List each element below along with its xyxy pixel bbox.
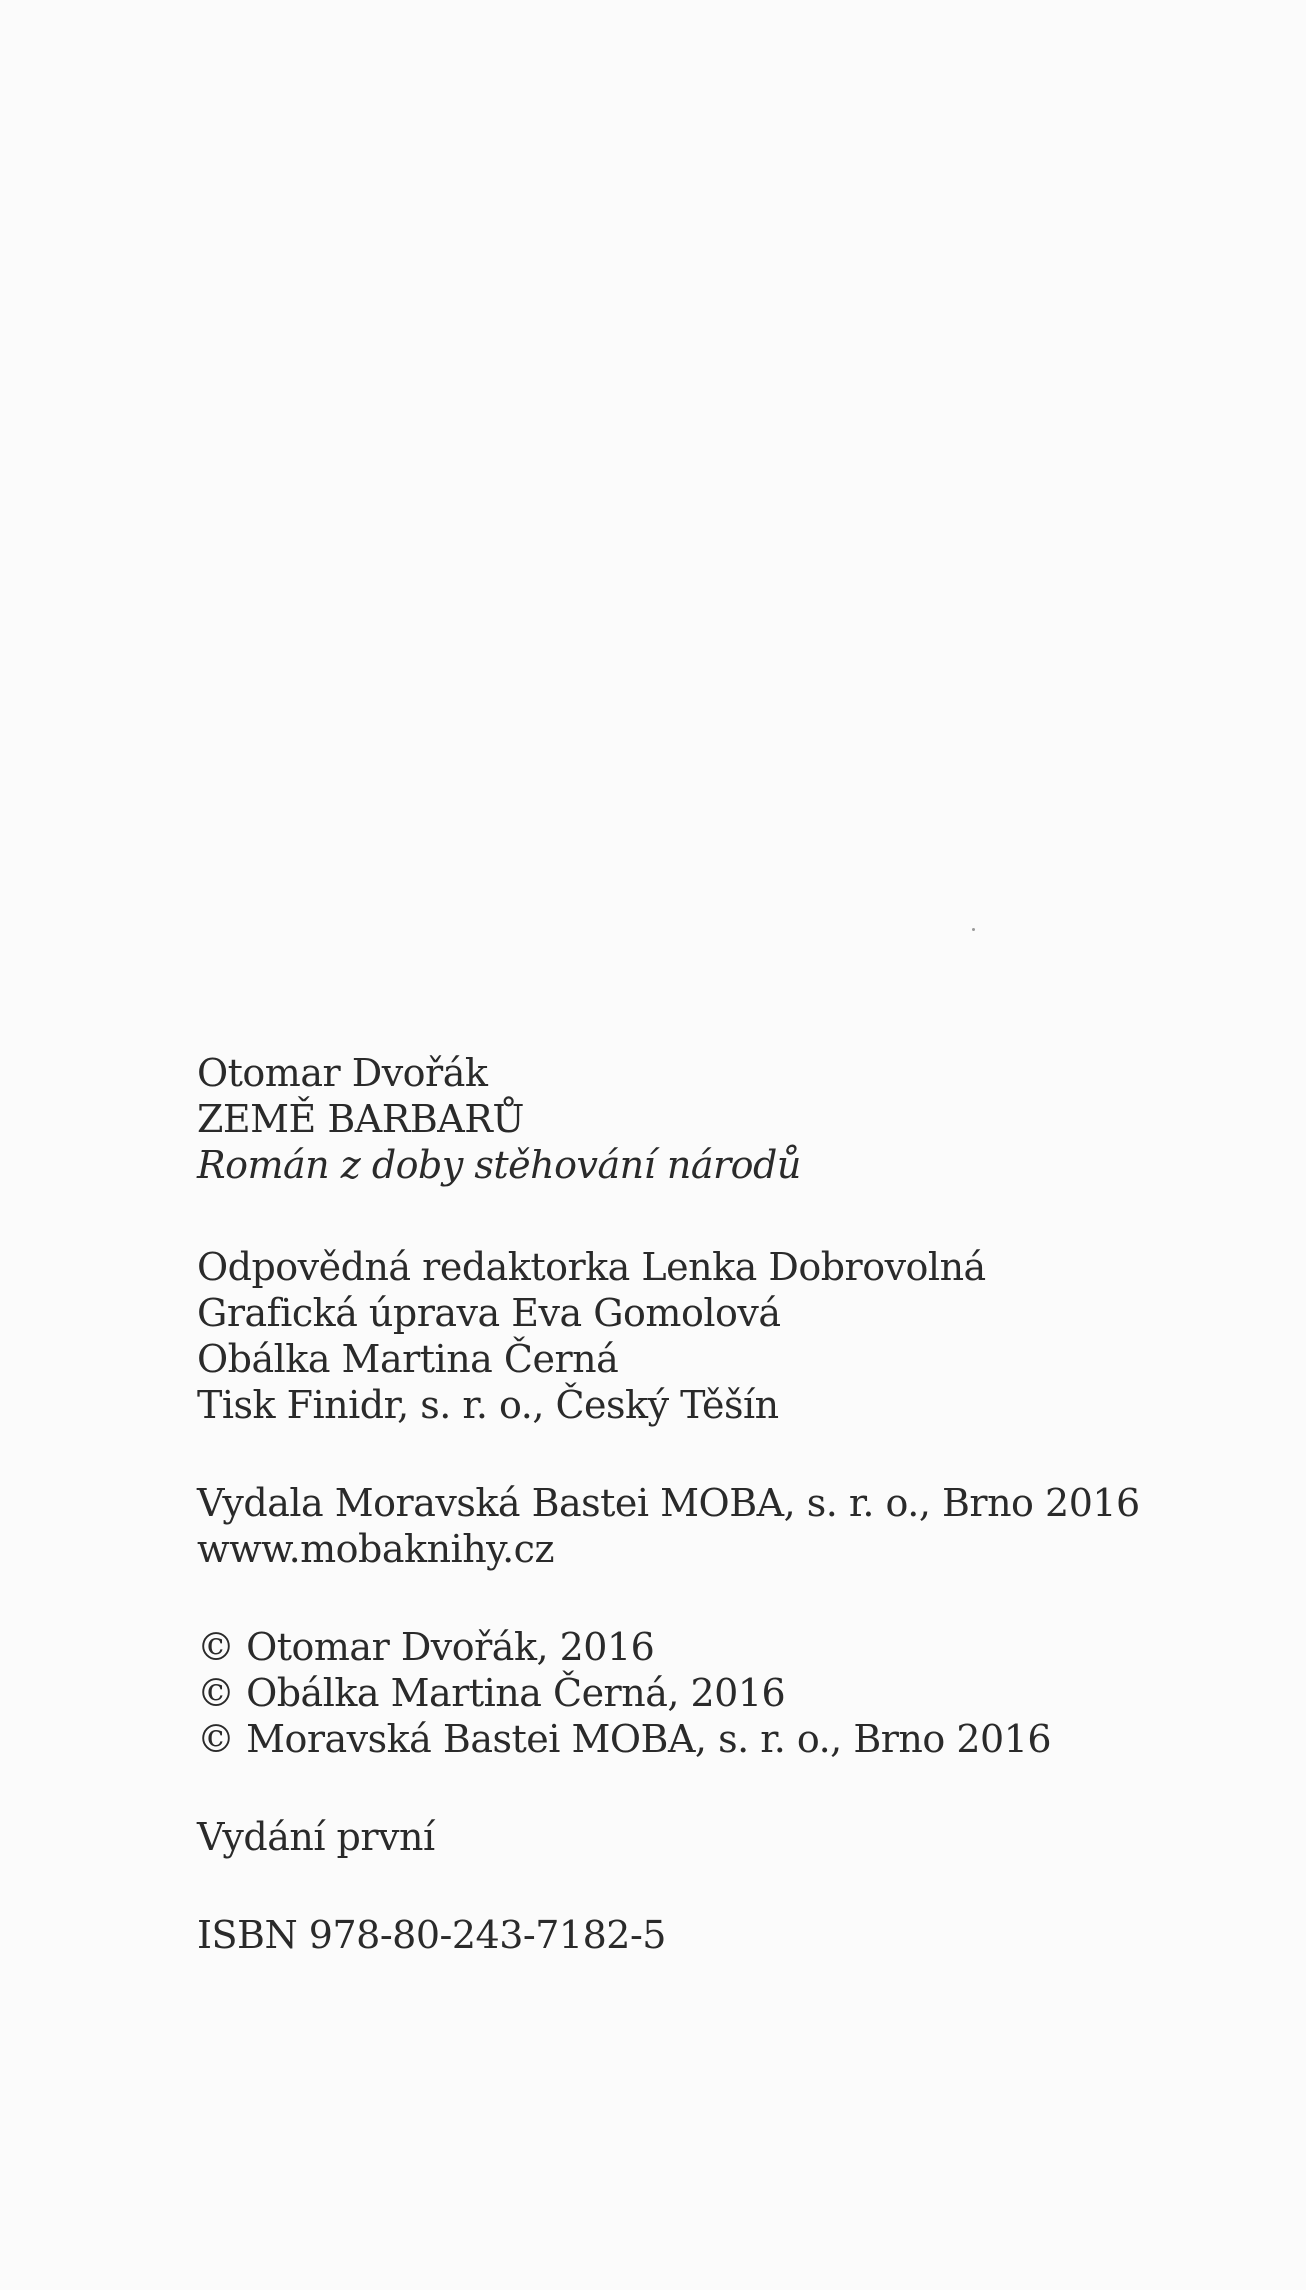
isbn-info (197, 1912, 1257, 1958)
publisher-website: www.mobaknihy.cz (197, 1527, 554, 1571)
book-info (197, 1050, 1257, 1188)
edition-label: Vydání první (197, 1815, 435, 1859)
author-name: Otomar Dvořák (197, 1051, 488, 1095)
isbn-number: ISBN 978-80-243-7182-5 (197, 1913, 666, 1957)
credit-cover: Obálka Martina Černá (197, 1337, 619, 1381)
credit-print: Tisk Finidr, s. r. o., Český Těšín (197, 1383, 779, 1427)
credits (197, 1244, 1257, 1428)
credit-graphic-design: Grafická úprava Eva Gomolová (197, 1291, 781, 1335)
copyright-notices (197, 1624, 1257, 1762)
publisher-info (197, 1480, 1257, 1572)
paper-speck (972, 928, 975, 931)
publisher-line: Vydala Moravská Bastei MOBA, s. r. o., Brno 2016 (197, 1481, 1140, 1525)
credit-editor: Odpovědná redaktorka Lenka Dobrovolná (197, 1245, 986, 1289)
copyright-author: © Otomar Dvořák, 2016 (197, 1625, 655, 1669)
colophon (197, 1050, 1257, 1958)
copyright-cover: © Obálka Martina Černá, 2016 (197, 1671, 786, 1715)
edition-info (197, 1814, 1257, 1860)
copyright-publisher: © Moravská Bastei MOBA, s. r. o., Brno 2016 (197, 1717, 1052, 1761)
book-title: ZEMĚ BARBARŮ (197, 1097, 524, 1141)
book-subtitle: Román z doby stěhování národů (197, 1143, 801, 1187)
